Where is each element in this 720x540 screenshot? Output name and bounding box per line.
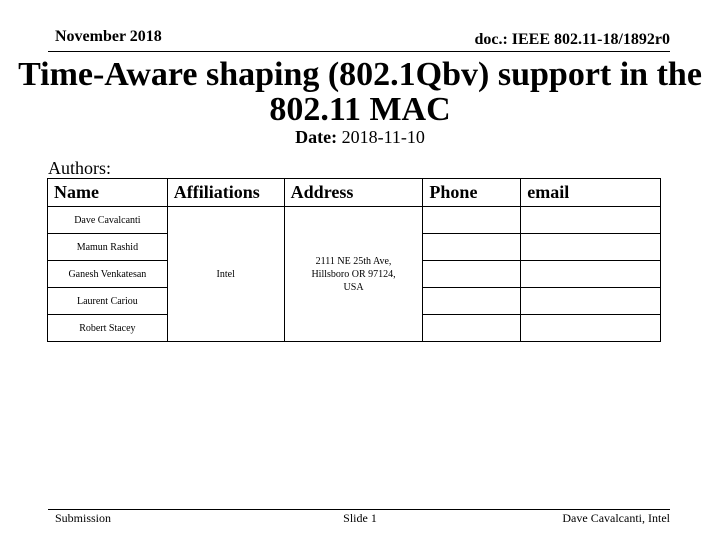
- phone-cell: [423, 234, 521, 261]
- col-header-email: email: [521, 179, 661, 207]
- email-cell: [521, 261, 661, 288]
- phone-cell: [423, 315, 521, 342]
- footer-rule: [48, 509, 670, 510]
- col-header-affiliations: Affiliations: [167, 179, 284, 207]
- slide-title: Time-Aware shaping (802.1Qbv) support in the 802.11 MAC: [18, 56, 702, 128]
- email-cell: [521, 315, 661, 342]
- phone-cell: [423, 288, 521, 315]
- email-cell: [521, 288, 661, 315]
- col-header-address: Address: [284, 179, 423, 207]
- col-header-phone: Phone: [423, 179, 521, 207]
- header-rule: [48, 51, 670, 52]
- author-name: Robert Stacey: [48, 315, 168, 342]
- address-cell: [284, 207, 423, 342]
- address-line: 2111 NE 25th Ave,: [315, 255, 392, 267]
- address-line: Hillsboro OR 97124,: [311, 268, 396, 280]
- author-name: Mamun Rashid: [48, 234, 168, 261]
- author-name: Ganesh Venkatesan: [48, 261, 168, 288]
- col-header-name: Name: [48, 179, 168, 207]
- date-label: Date:: [295, 127, 338, 147]
- phone-cell: [423, 207, 521, 234]
- date-line: [0, 127, 720, 148]
- author-name: Dave Cavalcanti: [48, 207, 168, 234]
- footer-author: Dave Cavalcanti, Intel: [562, 511, 670, 525]
- email-cell: [521, 207, 661, 234]
- affiliation-cell: Intel: [167, 207, 284, 342]
- date-value: 2018-11-10: [341, 127, 425, 147]
- email-cell: [521, 234, 661, 261]
- header-date: November 2018: [55, 28, 162, 45]
- header-doc-id: doc.: IEEE 802.11-18/1892r0: [474, 31, 670, 48]
- address-line: USA: [343, 281, 364, 293]
- authors-table: [47, 178, 661, 342]
- footer-submission: Submission: [55, 511, 112, 525]
- author-name: Laurent Cariou: [48, 288, 168, 315]
- phone-cell: [423, 261, 521, 288]
- table-row: [48, 207, 661, 234]
- table-header-row: [48, 179, 661, 207]
- authors-label: Authors:: [48, 158, 111, 178]
- footer-slide-number: Slide 1: [343, 511, 377, 525]
